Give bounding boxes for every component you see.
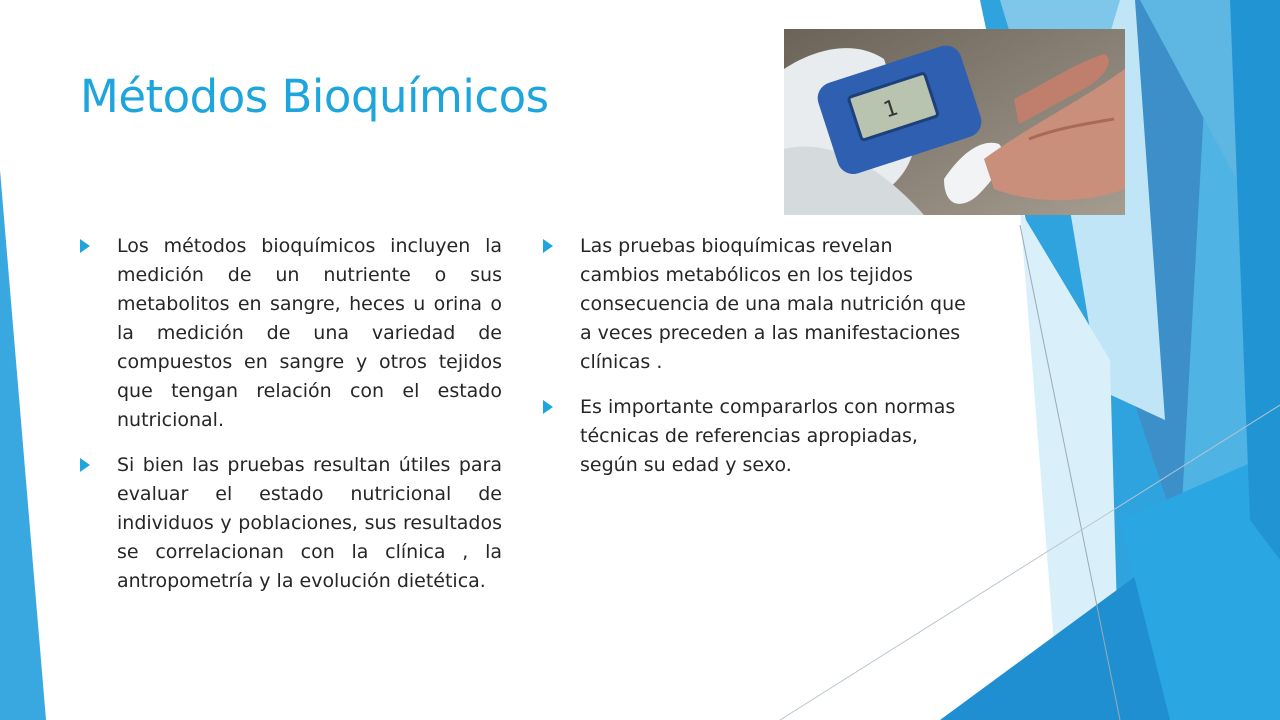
bullet-item — [543, 232, 968, 377]
arrow-bullet-icon — [543, 239, 553, 253]
bullet-item — [80, 232, 502, 435]
svg-text:1: 1 — [880, 95, 901, 124]
arrow-bullet-icon — [543, 400, 553, 414]
bullet-text: Si bien las pruebas resultan útiles para evaluar el estado nutricional de individuos y poblaciones, sus resultados se correlacionan con la clínica , la antropometría y la evolución dietética. — [117, 454, 502, 592]
bullet-text: Es importante compararlos con normas técnicas de referencias apropiadas, según su edad y sexo. — [580, 396, 956, 476]
arrow-bullet-icon — [80, 239, 90, 253]
slide-title: Métodos Bioquímicos — [80, 70, 549, 123]
arrow-bullet-icon — [80, 458, 90, 472]
right-column — [543, 232, 968, 496]
bullet-text: Las pruebas bioquímicas revelan cambios metabólicos en los tejidos consecuencia de una mala nutrición que a veces preceden a las manifestaciones clínicas . — [580, 235, 966, 373]
bullet-item — [80, 451, 502, 596]
glucose-meter-photo — [784, 29, 1125, 215]
left-column — [80, 232, 502, 612]
bullet-text: Los métodos bioquímicos incluyen la medición de un nutriente o sus metabolitos en sangre, heces u orina o la medición de una variedad de compuestos en sangre y otros tejidos que tengan relación con el estado nutricional. — [117, 235, 502, 431]
bullet-item — [543, 393, 968, 480]
